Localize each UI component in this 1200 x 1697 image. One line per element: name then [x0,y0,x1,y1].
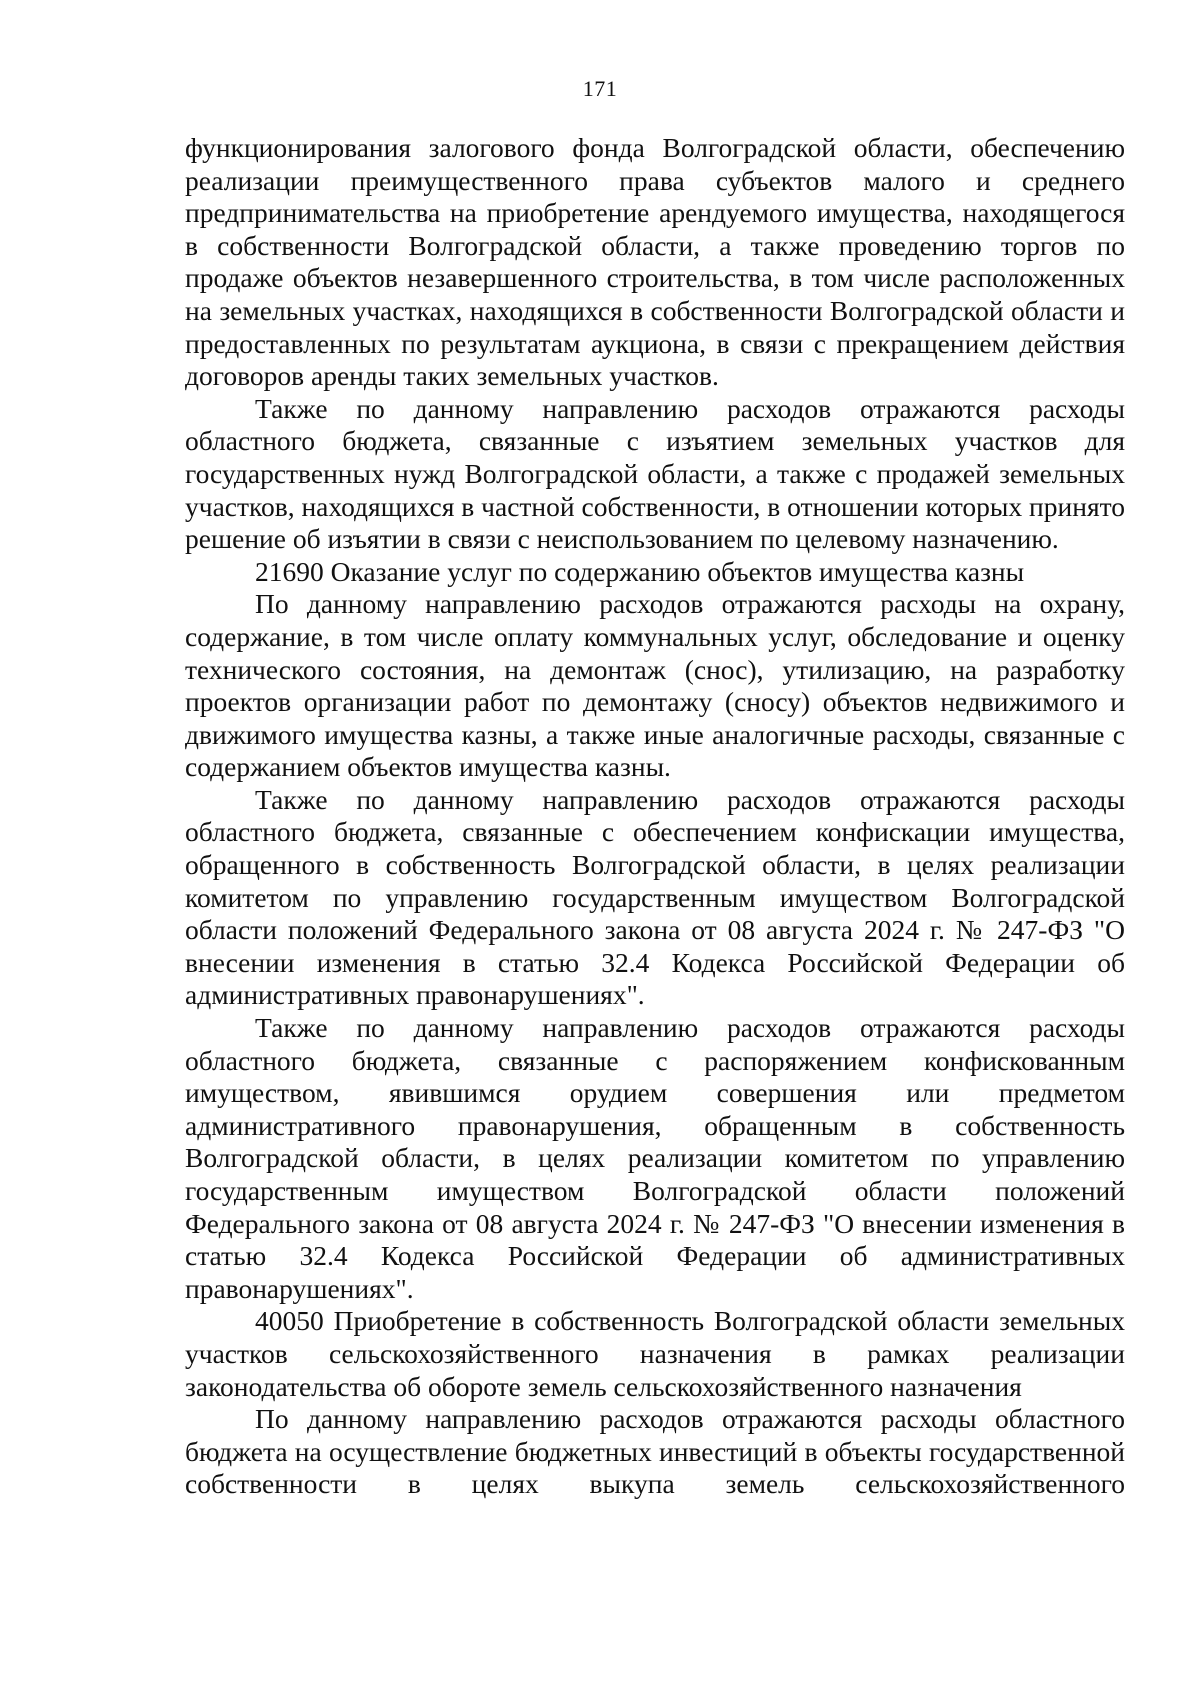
paragraph-confiscation-provision: Также по данному направлению расходов отражаются расходы областного бюджета, связанные с обеспечением конфискации имущества, обращенного в собственность Волгоградской области, в целях реализации комитетом по управлению государственным имуществом Волгоградской области положений Федерального закона от 08 августа 2024 г. № 247-ФЗ "О внесении изменения в статью 32.4 Кодекса Российской Федерации об административных правонарушениях". [185,783,1125,1011]
document-body [185,132,1125,1501]
paragraph-budget-investments: По данному направлению расходов отражаются расходы областного бюджета на осуществление бюджетных инвестиций в объекты государственной собственности в целях выкупа земель сельскохозяйственного [185,1403,1125,1500]
section-heading-21690: 21690 Оказание услуг по содержанию объектов имущества казны [255,555,1025,587]
paragraph-land-seizure: Также по данному направлению расходов отражаются расходы областного бюджета, связанные с изъятием земельных участков для государственных нужд Волгоградской области, а также с продажей земельных участков, находящихся в частной собственности, в отношении которых принято решение об изъятии в связи с неиспользованием по целевому назначению. [185,392,1125,555]
page-number: 171 [582,76,618,101]
section-heading-40050: 40050 Приобретение в собственность Волгоградской области земельных участков сельскохозяйственного назначения в рамках реализации законодательства об обороте земель сельскохозяйственного назначения [185,1305,1125,1402]
paragraph-confiscated-property-disposal: Также по данному направлению расходов отражаются расходы областного бюджета, связанные с распоряжением конфискованным имуществом, явившимся орудием совершения или предметом административного правонарушения, обращенным в собственность Волгоградской области, в целях реализации комитетом по управлению государственным имуществом Волгоградской области положений Федерального закона от 08 августа 2024 г. № 247-ФЗ "О внесении изменения в статью 32.4 Кодекса Российской Федерации об административных правонарушениях". [185,1012,1125,1304]
paragraph-treasury-maintenance: По данному направлению расходов отражаются расходы на охрану, содержание, в том числе оплату коммунальных услуг, обследование и оценку технического состояния, на демонтаж (снос), утилизацию, на разработку проектов организации работ по демонтажу (сносу) объектов недвижимого и движимого имущества казны, а также иные аналогичные расходы, связанные с содержанием объектов имущества казны. [185,588,1125,783]
paragraph-continuation: функционирования залогового фонда Волгоградской области, обеспечению реализации преимущественного права субъектов малого и среднего предпринимательства на приобретение арендуемого имущества, находящегося в собственности Волгоградской области, а также проведению торгов по продаже объектов незавершенного строительства, в том числе расположенных на земельных участках, находящихся в собственности Волгоградской области и предоставленных по результатам аукциона, в связи с прекращением действия договоров аренды таких земельных участков. [185,132,1125,392]
